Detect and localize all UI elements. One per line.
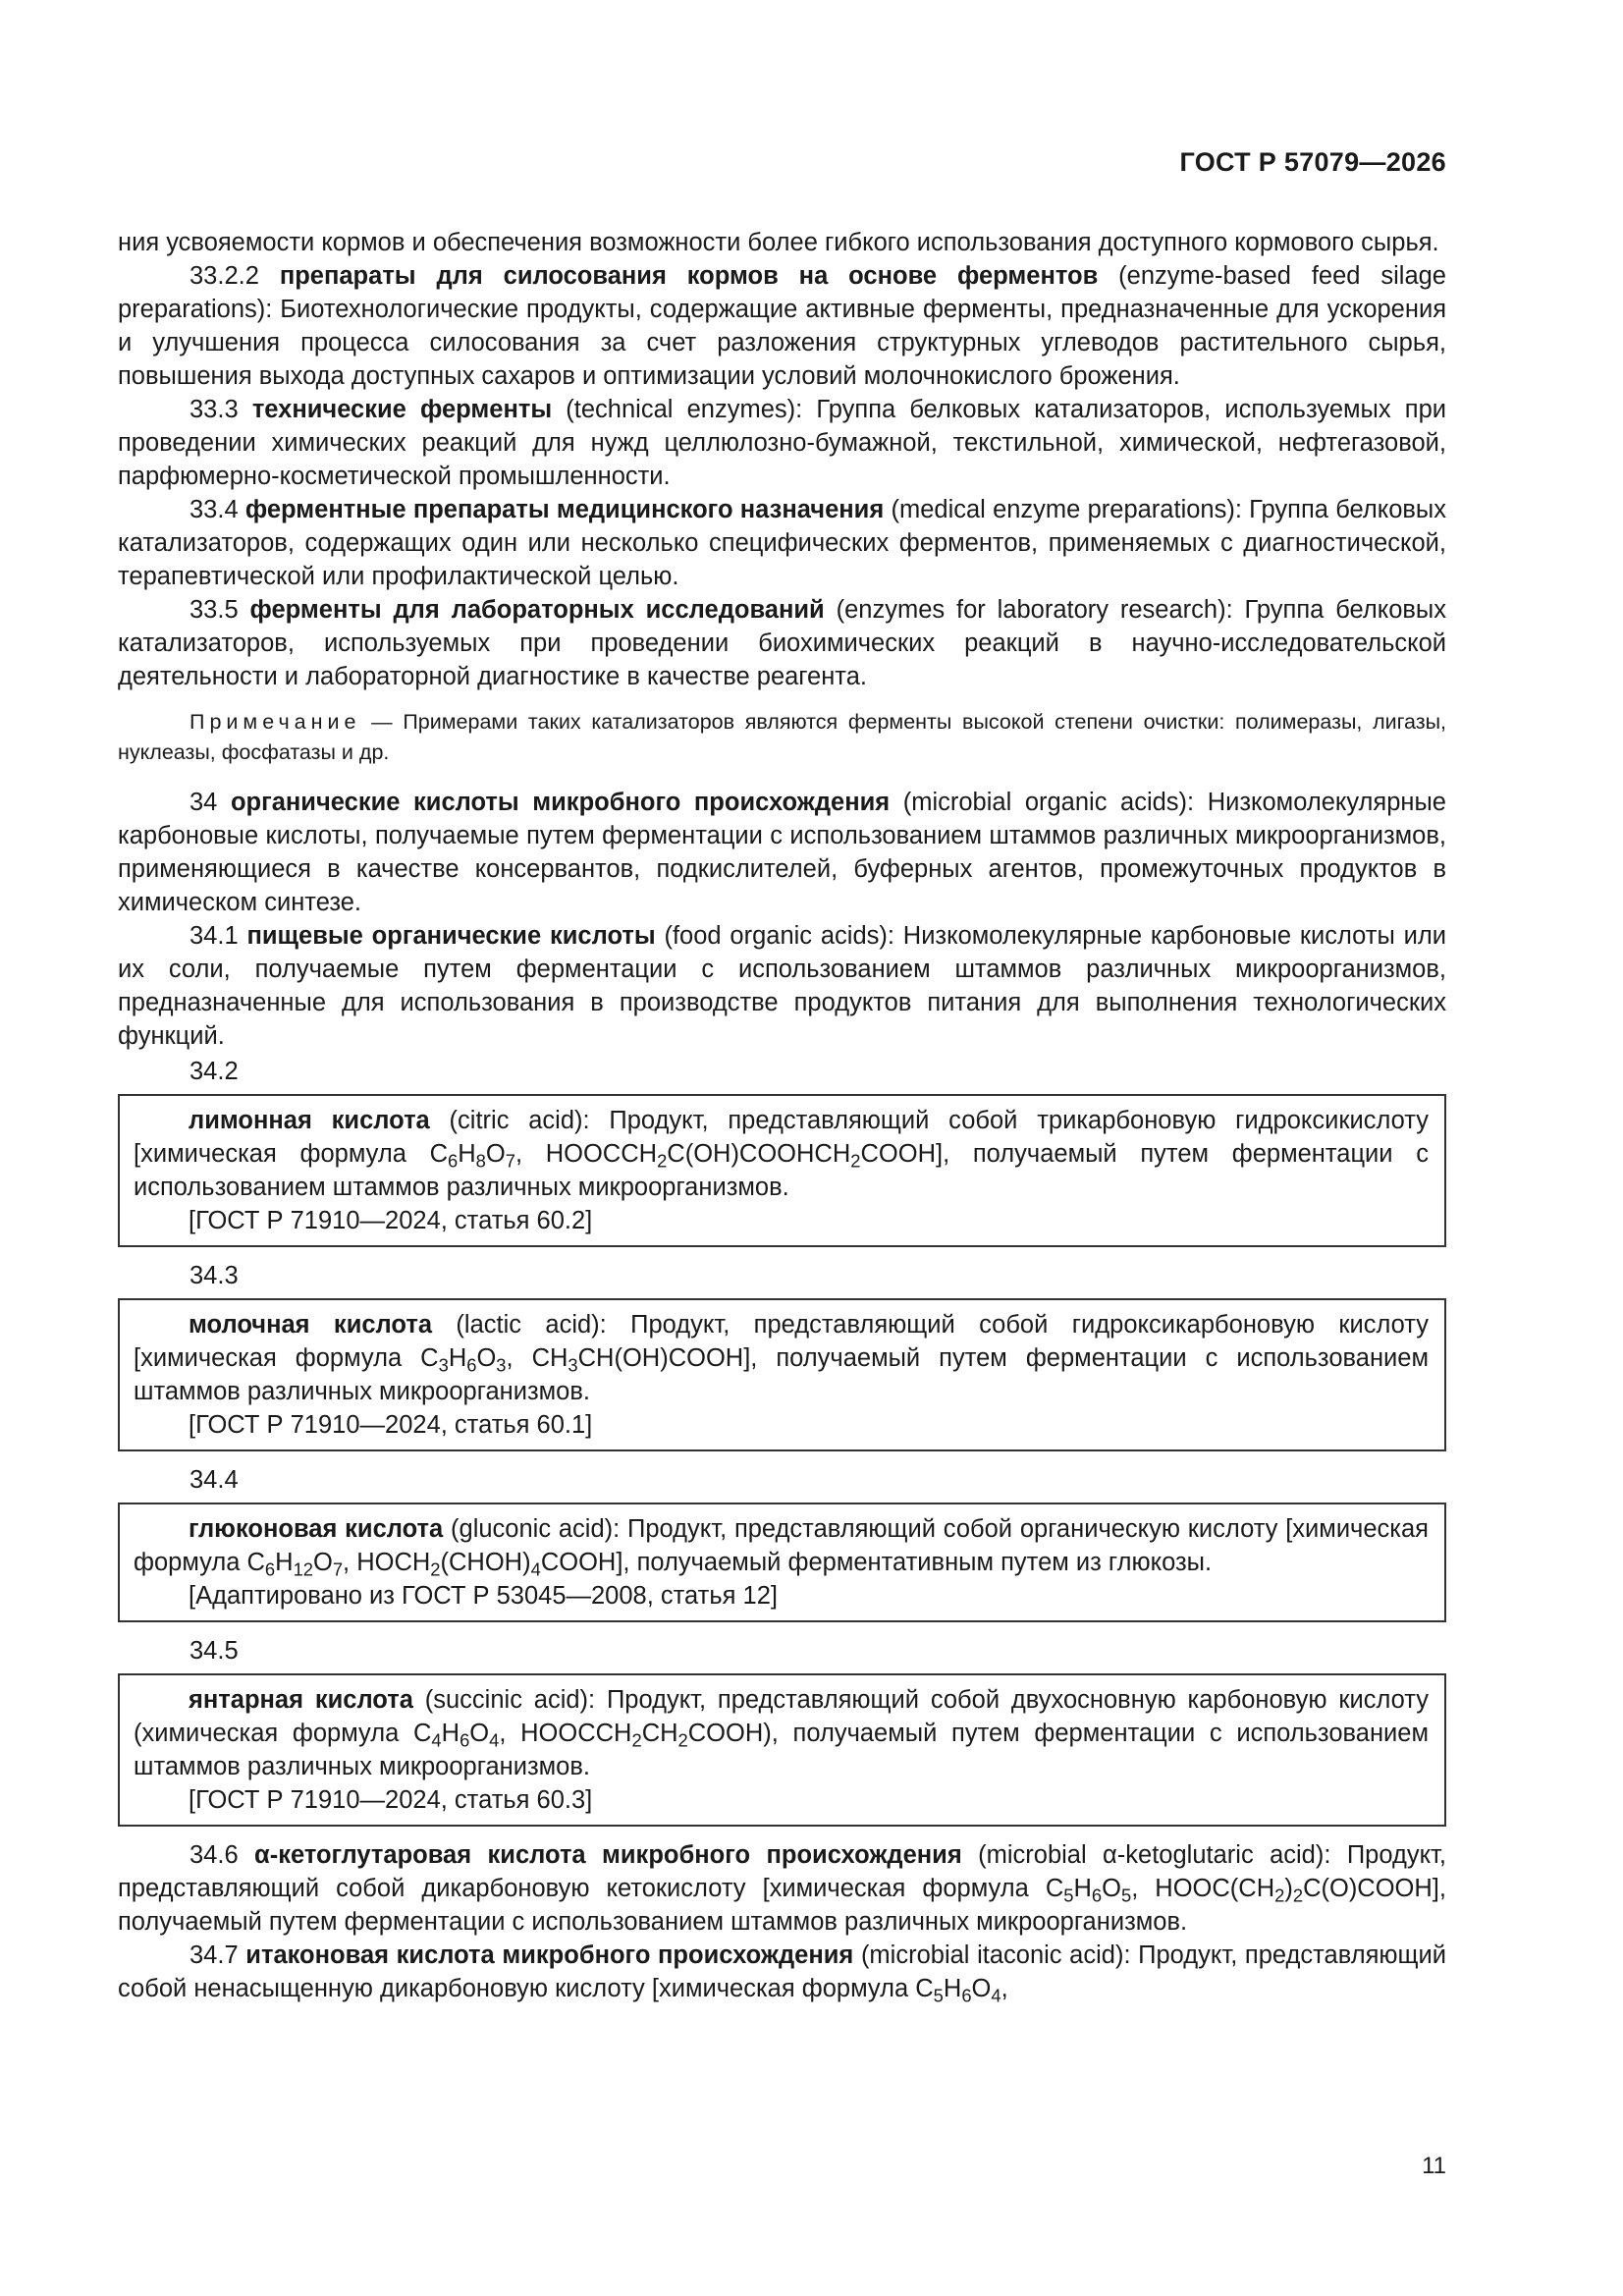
chemical-formula: $C_5H_6O_4$ bbox=[915, 1975, 1001, 2006]
borrowed-term-box-34-2 bbox=[118, 1094, 1446, 1247]
term-33-4 bbox=[118, 493, 1446, 593]
term-number-34-4: 34.4 bbox=[189, 1466, 239, 1494]
chemical-formula: $C_3H_6O_3$ bbox=[420, 1344, 507, 1376]
term-definition: (technical enzymes): Группа белковых катализаторов, используемых при проведении химических реакций для нужд целлюлозно-бумажной, текстильной, химической, нефтегазовой, парфюмерно-косметической промышленности. bbox=[118, 396, 1446, 490]
term-number: 33.3 bbox=[189, 396, 239, 423]
term-definition: янтарная кислота (succinic acid): Продукт, представляющий собой двухосновную карбоновую кислоту (химическая формула $C_4H_6O_4$, $HOOCCH_2CH_2COOH$), получаемый путем ферментации с использованием штаммов различных микроорганизмов. bbox=[134, 1686, 1430, 1780]
term-definition: (enzyme-based feed silage preparations): Биотехнологические продукты, содержащие активные ферменты, предназначенные для ускорения и улучшения процесса силосования за счет разложения структурных углеводов растительного сырья, повышения выхода доступных сахаров и оптимизации условий молочнокислого брожения. bbox=[118, 262, 1446, 390]
term-number: 34.1 bbox=[189, 922, 239, 950]
term-definition: молочная кислота (lactic acid): Продукт, представляющий собой гидроксикарбоновую кислоту [химическая формула $C_3H_6O_3$, $CH_3CH(OH)COOH$], получаемый путем ферментации с использованием штаммов различных микроорганизмов. bbox=[134, 1311, 1429, 1405]
term-definition: (food organic acids): Низкомолекулярные карбоновые кислоты или их соли, получаемые путем ферментации с использованием штаммов различных микроорганизмов, предназначенные для использования в производстве продуктов питания для выполнения технологических функций. bbox=[118, 922, 1446, 1050]
term-number: 34.7 bbox=[189, 1941, 239, 1969]
term-33-5 bbox=[118, 593, 1446, 693]
structural-formula: , $HOCH_2(CHOH)_4COOH$] bbox=[343, 1549, 623, 1580]
term-33-3 bbox=[118, 393, 1446, 493]
term-name: органические кислоты микробного происхождения bbox=[230, 789, 891, 816]
term-34-1 bbox=[118, 919, 1446, 1053]
page-body bbox=[118, 226, 1446, 2005]
term-number-34-3: 34.3 bbox=[189, 1262, 239, 1289]
term-name: лимонная кислота bbox=[189, 1107, 430, 1134]
structural-formula: , $HOOCCH_2C(OH)COOHCH_2COOH$] bbox=[514, 1140, 944, 1172]
structural-formula: , $CH_3CH(OH)COOH$] bbox=[506, 1344, 751, 1376]
term-name: ферменты для лабораторных исследований bbox=[249, 596, 825, 624]
chemical-formula: $C_5H_6O_5$ bbox=[1045, 1875, 1132, 1906]
source-reference: [Адаптировано из ГОСТ Р 53045—2008, статья 12] bbox=[189, 1582, 778, 1610]
term-34-7: 34.7 итаконовая кислота микробного происхождения (microbial itaconic acid): Продукт, представляющий собой ненасыщенную дикарбоновую кислоту [химическая формула $C_5H_6O_4$, bbox=[118, 1941, 1446, 2006]
note-text: Примерами таких катализаторов являются ферменты высокой степени очистки: полимеразы, лигазы, нуклеазы, фосфатазы и др. bbox=[118, 710, 1446, 764]
note-dash: — bbox=[360, 710, 404, 734]
term-number: 34.6 bbox=[189, 1841, 239, 1869]
term-definition: (microbial organic acids): Низкомолекулярные карбоновые кислоты, получаемые путем ферментации с использованием штаммов различных микроорганизмов, применяющиеся в качестве консервантов, подкислителей, буферных агентов, промежуточных продуктов в химическом синтезе. bbox=[118, 789, 1446, 916]
term-number: 33.5 bbox=[189, 596, 239, 624]
structural-formula: , $HOOC(CH_2)_2C(O)COOH$] bbox=[1131, 1875, 1439, 1906]
term-name: α-кетоглутаровая кислота микробного происхождения bbox=[254, 1841, 962, 1869]
structural-formula: , $HOOCCH_2CH_2COOH$) bbox=[499, 1720, 772, 1751]
source-reference: [ГОСТ Р 71910—2024, статья 60.1] bbox=[189, 1411, 593, 1439]
term-number: 33.4 bbox=[189, 496, 239, 523]
term-name: пищевые органические кислоты bbox=[246, 922, 656, 950]
term-34 bbox=[118, 786, 1446, 919]
term-name: глюконовая кислота bbox=[189, 1515, 444, 1543]
chemical-formula: $C_6H_{12}O_7$ bbox=[246, 1549, 344, 1580]
term-33-2-2 bbox=[118, 259, 1446, 393]
term-number: 34 bbox=[189, 789, 218, 816]
borrowed-term-box-34-5 bbox=[118, 1673, 1446, 1827]
term-name: ферментные препараты медицинского назначения bbox=[244, 496, 885, 523]
source-reference: [ГОСТ Р 71910—2024, статья 60.3] bbox=[189, 1786, 593, 1814]
term-name: препараты для силосования кормов на основе ферментов bbox=[279, 262, 1099, 290]
term-name: янтарная кислота bbox=[189, 1686, 413, 1714]
term-number: 33.2.2 bbox=[189, 262, 259, 290]
source-reference: [ГОСТ Р 71910—2024, статья 60.2] bbox=[189, 1207, 593, 1234]
borrowed-term-box-34-4 bbox=[118, 1503, 1446, 1622]
chemical-formula: $C_6H_8O_7$ bbox=[429, 1140, 515, 1172]
term-name: итаконовая кислота микробного происхождения bbox=[245, 1941, 854, 1969]
term-definition: лимонная кислота (citric acid): Продукт, представляющий собой трикарбоновую гидроксикислоту [химическая формула $C_6H_8O_7$, $HOOCCH_2C(OH)COOHCH_2COOH$], получаемый путем ферментации с использованием штаммов различных микроорганизмов. bbox=[134, 1107, 1429, 1201]
term-name: технические ферменты bbox=[251, 396, 553, 423]
term-number-34-5: 34.5 bbox=[189, 1637, 239, 1665]
document-designation: ГОСТ Р 57079—2026 bbox=[1179, 147, 1446, 177]
term-definition: (enzymes for laboratory research): Группа белковых катализаторов, используемых при проведении биохимических реакций в научно-исследовательской деятельности и лабораторной диагностике в качестве реагента. bbox=[118, 596, 1446, 690]
note-label: Примечание bbox=[189, 710, 361, 734]
term-name: молочная кислота bbox=[189, 1311, 433, 1339]
term-34-6: 34.6 α-кетоглутаровая кислота микробного происхождения (microbial α-ketoglutaric acid): Продукт, представляющий собой дикарбоновую кетокислоту [химическая формула $C_5H_6O_5$, $HOOC(CH_2)_2C(O)COOH$], получаемый путем ферментации с использованием штаммов различных микроорганизмов. bbox=[118, 1841, 1446, 1936]
note bbox=[118, 707, 1446, 768]
term-definition: (medical enzyme preparations): Группа белковых катализаторов, содержащих один или несколько специфических ферментов, применяемых с диагностической, терапевтической или профилактической целью. bbox=[118, 496, 1446, 590]
paragraph-continuation: ния усвояемости кормов и обеспечения возможности более гибкого использования доступного кормового сырья. bbox=[118, 229, 1439, 256]
borrowed-term-box-34-3 bbox=[118, 1298, 1446, 1451]
page-number: 11 bbox=[1422, 2153, 1446, 2179]
term-number-34-2: 34.2 bbox=[189, 1058, 239, 1085]
term-definition: глюконовая кислота (gluconic acid): Продукт, представляющий собой органическую кислоту [химическая формула $C_6H_{12}O_7$, $HOCH_2(CHOH)_4COOH$], получаемый ферментативным путем из глюкозы. bbox=[134, 1515, 1429, 1580]
chemical-formula: $C_4H_6O_4$ bbox=[413, 1720, 500, 1751]
